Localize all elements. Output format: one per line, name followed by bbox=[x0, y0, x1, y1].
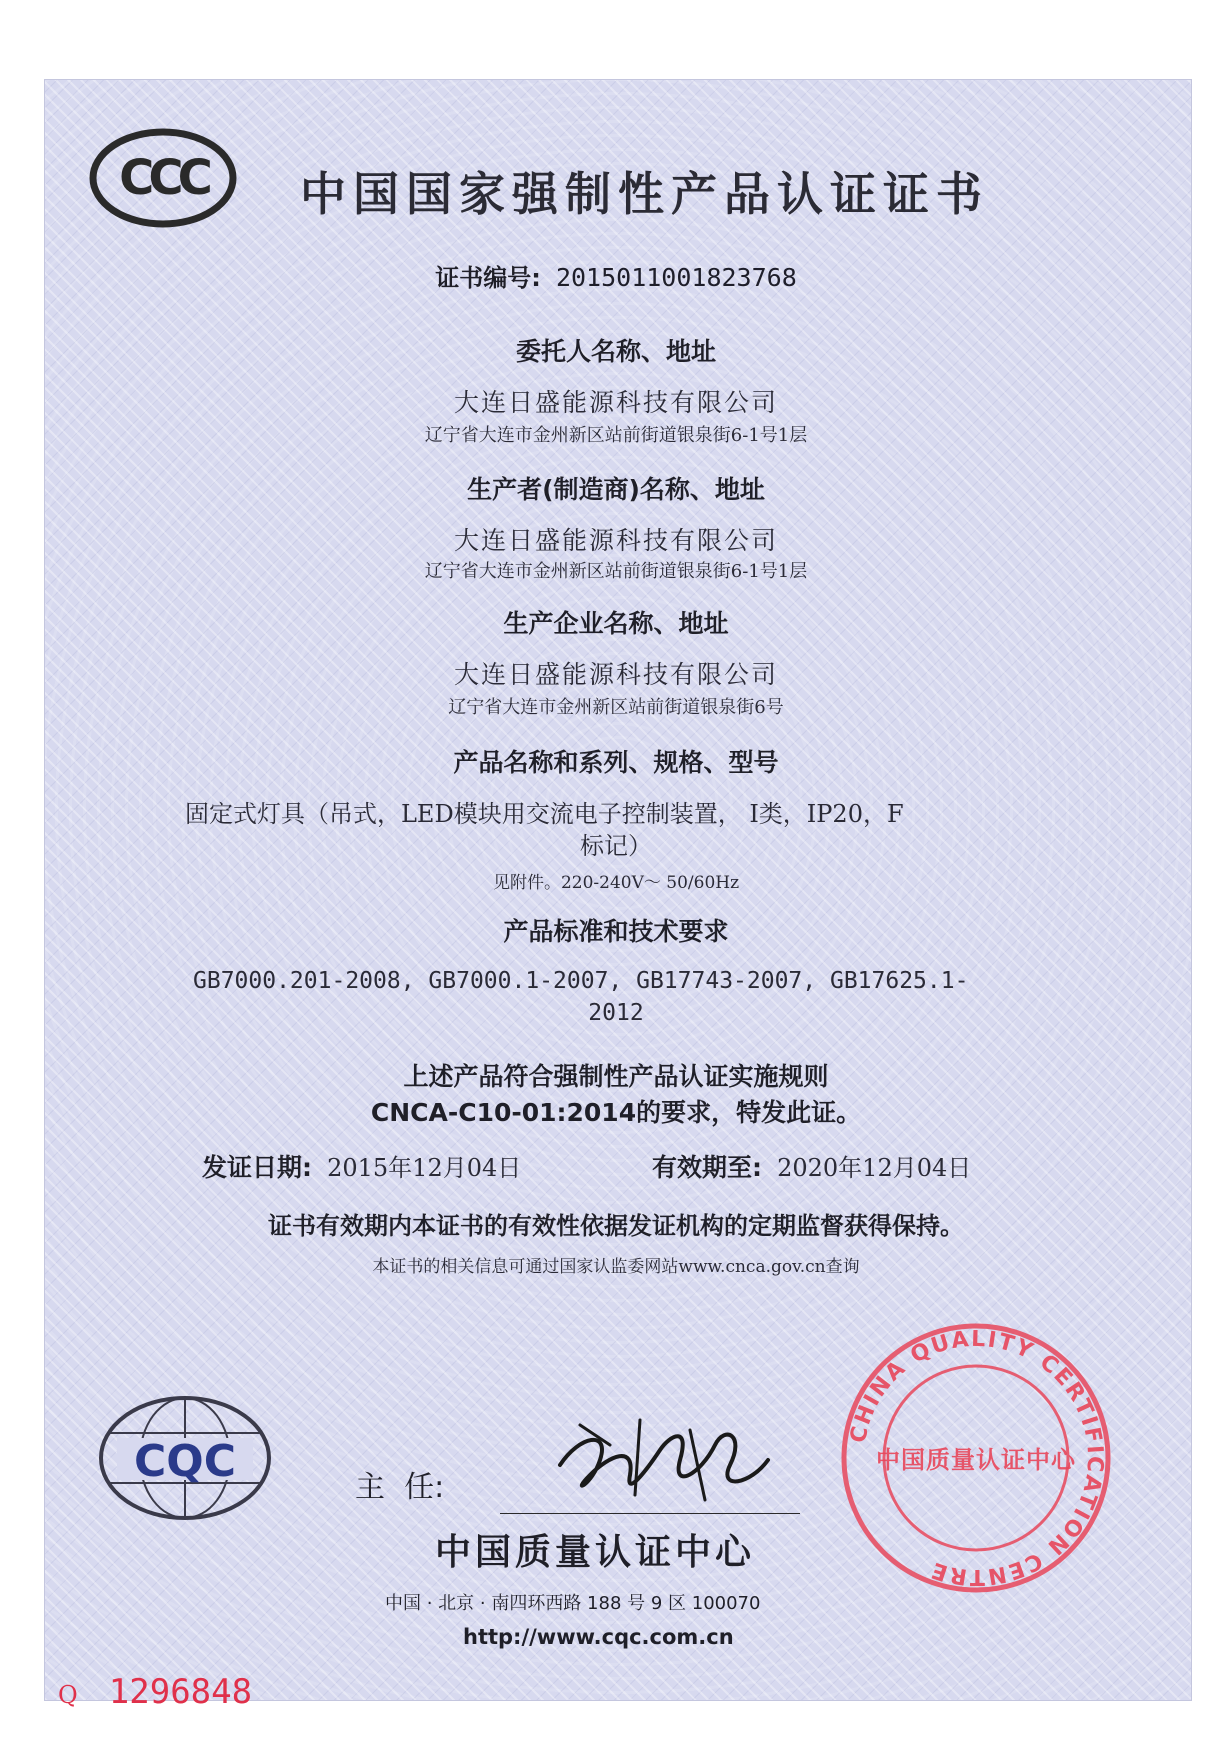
serial-number bbox=[58, 1672, 252, 1712]
product-description-line1: 固定式灯具（吊式，LED模块用交流电子控制装置， Ⅰ类，IP20，F bbox=[185, 800, 904, 828]
ccc-logo-text: CCC bbox=[119, 150, 207, 206]
cqc-logo-text: CQC bbox=[134, 1436, 236, 1487]
standards-heading: 产品标准和技术要求 bbox=[503, 917, 729, 946]
certification-seal bbox=[838, 1320, 1114, 1596]
applicant-address: 辽宁省大连市金州新区站前街道银泉街6-1号1层 bbox=[424, 425, 808, 446]
expiry-date bbox=[652, 1148, 971, 1184]
conformity-line2: CNCA-C10-01:2014的要求，特发此证。 bbox=[370, 1098, 862, 1127]
serial-prefix: Q bbox=[58, 1681, 78, 1709]
signature-line bbox=[500, 1513, 800, 1514]
factory-address: 辽宁省大连市金州新区站前街道银泉街6号 bbox=[448, 697, 784, 718]
standards-line1: GB7000.201-2008, GB7000.1-2007, GB17743-2007, GB17625.1- bbox=[193, 968, 969, 994]
manufacturer-heading: 生产者(制造商)名称、地址 bbox=[467, 475, 765, 504]
certificate-number-value: 2015011001823768 bbox=[555, 263, 797, 292]
standards-line2: 2012 bbox=[588, 1000, 644, 1026]
factory-heading: 生产企业名称、地址 bbox=[503, 609, 729, 638]
expiry-date-label: 有效期至: bbox=[652, 1153, 762, 1182]
seal-chinese-text: 中国质量认证中心 bbox=[876, 1446, 1076, 1474]
manufacturer-name: 大连日盛能源科技有限公司 bbox=[453, 526, 778, 555]
expiry-date-value: 2020年12月04日 bbox=[777, 1154, 972, 1182]
applicant-heading: 委托人名称、地址 bbox=[515, 337, 716, 366]
issue-date-value: 2015年12月04日 bbox=[327, 1154, 522, 1182]
query-note: 本证书的相关信息可通过国家认监委网站www.cnca.gov.cn查询 bbox=[372, 1257, 860, 1277]
issue-date bbox=[202, 1148, 521, 1184]
issue-date-label: 发证日期: bbox=[202, 1153, 312, 1182]
issuer-name: 中国质量认证中心 bbox=[435, 1532, 756, 1573]
issuer-url: http://www.cqc.com.cn bbox=[463, 1625, 734, 1649]
product-spec: 见附件。220-240V～ 50/60Hz bbox=[492, 873, 740, 893]
validity-note: 证书有效期内本证书的有效性依据发证机构的定期监督获得保持。 bbox=[268, 1212, 964, 1240]
certificate-number-line bbox=[0, 258, 1232, 293]
product-description-line2: 标记） bbox=[580, 832, 652, 860]
certificate-number-label: 证书编号: bbox=[435, 264, 541, 292]
product-heading: 产品名称和系列、规格、型号 bbox=[453, 748, 779, 777]
director-label: 主 任: bbox=[355, 1470, 445, 1505]
director-signature bbox=[540, 1405, 780, 1515]
ccc-logo bbox=[88, 128, 238, 228]
applicant-name: 大连日盛能源科技有限公司 bbox=[453, 388, 778, 417]
manufacturer-address: 辽宁省大连市金州新区站前街道银泉街6-1号1层 bbox=[424, 561, 808, 582]
issuer-address: 中国 · 北京 · 南四环西路 188 号 9 区 100070 bbox=[385, 1593, 761, 1614]
seal-english-text: CHINA QUALITY CERTIFICATION CENTRE bbox=[845, 1326, 1108, 1590]
certificate-title: 中国国家强制性产品认证证书 bbox=[300, 167, 989, 221]
serial-value: 1296848 bbox=[108, 1672, 253, 1712]
cqc-logo bbox=[95, 1393, 275, 1523]
factory-name: 大连日盛能源科技有限公司 bbox=[453, 660, 778, 689]
conformity-line1: 上述产品符合强制性产品认证实施规则 bbox=[403, 1062, 829, 1091]
